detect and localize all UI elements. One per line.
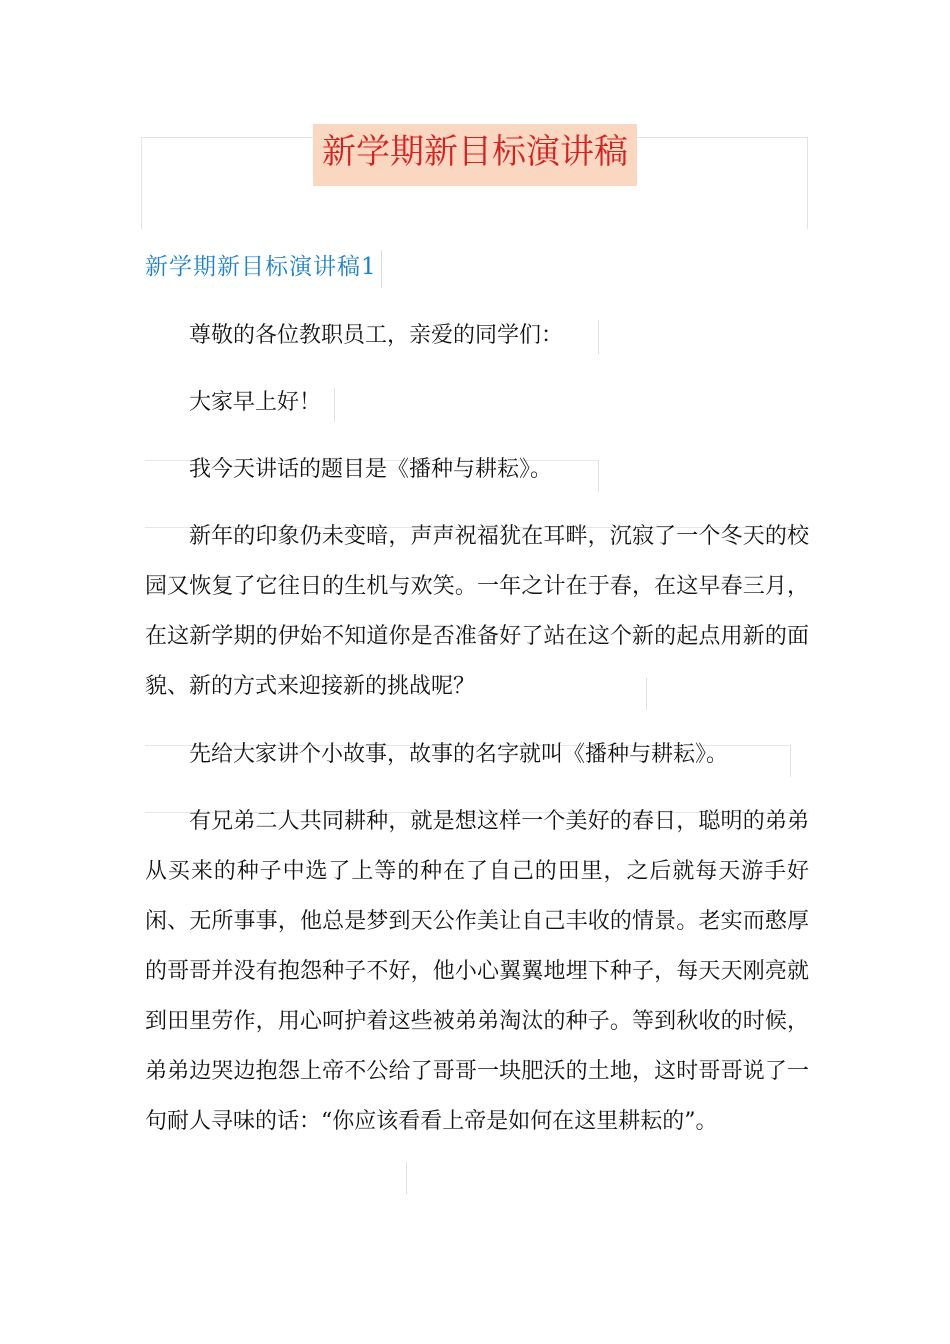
section-heading: 新学期新目标演讲稿1 <box>145 250 382 288</box>
document-title: 新学期新目标演讲稿 <box>313 124 637 186</box>
paragraph-new-year: 新年的印象仍未变暗，声声祝福犹在耳畔，沉寂了一个冬天的校园又恢复了它往日的生机与欢笑。一年之计在于春，在这早春三月，在这新学期的伊始不知道你是否准备好了站在这个新的起点用新的面貌、新的方式来迎接新的挑战呢？ <box>145 524 809 699</box>
paragraph-topic: 我今天讲话的题目是《播种与耕耘》。 <box>189 457 553 482</box>
text-boundary-mark <box>646 678 647 710</box>
text-boundary-mark <box>334 388 335 422</box>
paragraph-greeting: 尊敬的各位教职员工，亲爱的同学们： <box>189 323 564 348</box>
paragraph-story-intro: 先给大家讲个小故事，故事的名字就叫《播种与耕耘》。 <box>189 742 729 767</box>
text-boundary-mark <box>598 460 599 492</box>
text-boundary-mark <box>406 1162 407 1194</box>
text-boundary-mark <box>790 745 791 777</box>
paragraph-good-morning: 大家早上好！ <box>189 390 322 415</box>
paragraph-story: 有兄弟二人共同耕种，就是想这样一个美好的春日，聪明的弟弟从买来的种子中选了上等的种在了自己的田里，之后就每天游手好闲、无所事事，他总是梦到天公作美让自己丰收的情景。老实而憨厚的哥哥并没有抱怨种子不好，他小心翼翼地埋下种子，每天天刚亮就到田里劳作，用心呵护着这些被弟弟淘汰的种子。等到秋收的时候，弟弟边哭边抱怨上帝不公给了哥哥一块肥沃的土地，这时哥哥说了一句耐人寻味的话：“你应该看看上帝是如何在这里耕耘的”。 <box>145 809 809 1134</box>
text-boundary-mark <box>598 320 599 354</box>
